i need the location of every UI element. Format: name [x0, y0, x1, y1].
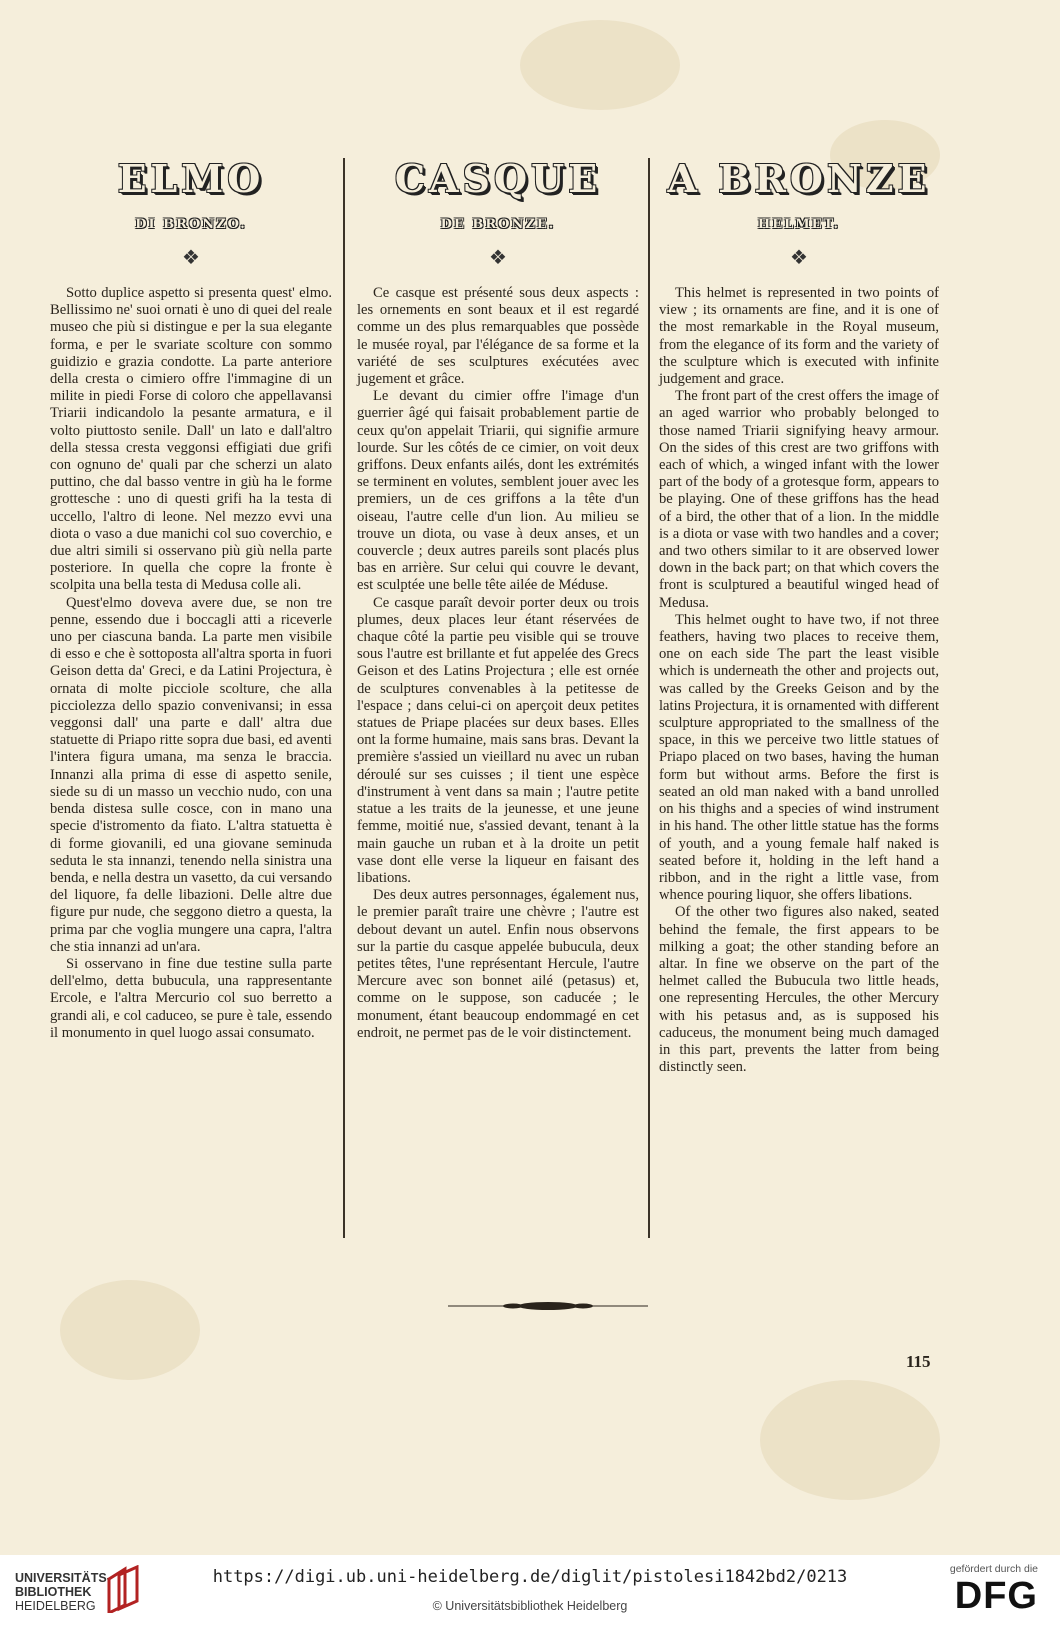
- column-rule-right: [648, 158, 650, 1238]
- paragraph: Le devant du cimier offre l'image d'un guerrier âgé qui faisait probablement partie de ceux qu'on appelait Triarii, qui signifie armure lourde. Sur les côtés de ce cimier, on voit deux griffons. Deux enfants ailés, dont les extrémités se terminent en volutes, semblent jouer avec les premiers, un de ces griffons a la tête d'un oiseau, l'autre celle d'un lion. Au milieu se trouve un diota, ou vase à deux anses, et un couvercle ; deux autres pareils sont placés plus bas en arrière. Sur celui qui couvre le devant, est sculptée une belle tête ailée de Méduse.: [357, 388, 639, 594]
- italian-title: ELMO: [117, 156, 265, 201]
- english-text: [659, 285, 939, 1076]
- paragraph: Of the other two figures also naked, seated behind the female, the first appears to be milking a goat; the other standing before an altar. In fine we observe on the part of the helmet called the Bubucula two little heads, one representing Hercules, the other Mercury with his petasus and, as is supposed his caduceus, the monument being much damaged in this part, prevents the latter from being distinctly seen.: [659, 904, 939, 1076]
- italian-subtitle: DI BRONZO.: [135, 217, 247, 232]
- page-number: 115: [906, 1352, 931, 1371]
- paragraph: Sotto duplice aspetto si presenta quest' elmo. Bellissimo ne' suoi ornati è uno di quei del reale museo che più si distingue e per la sua elegante forma, e per le svariate scolture con sommo guidizio e grazia condotte. La parte anteriore della cresta o cimiero offre l'immagine di un milite in piedi Forse di coloro che appellavansi Triarii indicandolo la pesante armatura, e il volto piuttosto senile. Dall' un lato e dall'altro della stessa cresta veggonsi effigiati due grifi con ognuno de' quali par che scherzi un alato puttino, che dal basso ventre in giù ha le forme grottesche : uno di questi grifi ha la testa di uccello, l'altro di leone. Nel mezzo evvi una diota o vaso a due manichi col suo coverchio, e due altri simili si osservano più giù nella parte posteriore. In quella che copre la fronte è scolpita una bella testa di Medusa colle ali.: [50, 285, 332, 594]
- paragraph: Des deux autres personnages, également nus, le premier paraît traire une chèvre ; l'autre est debout devant un autel. Enfin nous observons sur la partie du casque appelée bubucula, deux petites têtes, l'une représentant Hercule, l'autre Mercure avec son bonnet ailé (petasus) et, comme on le suppose, son caducée ; le monument, étant beaucoup endommagé en cet endroit, ne permet pas de le voir distinctement.: [357, 887, 639, 1041]
- paragraph: Ce casque paraît devoir porter deux ou trois plumes, deux places leur étant réservées de chaque côté la partie peu visible qui se trouve sous l'autre est brillante et fut appelée des Grecs Geison et des Latins Projectura ; elle est ornée de sculptures convenables à la petitesse de l'espace ; dans celui-ci on aperçoit deux petites statues de Priape placées sur deux bases. Elles ont la forme humaine, mais sans bras. Devant la première s'assied un vieillard nu avec un ruban déroulé sur ses cuisses ; il tient une espèce d'instrument à vent dans sa main ; l'autre petite statue a les traits de la jeunesse, et une jeune femme, moitié nue, s'assied devant, tenant à la main gauche un ruban et à la droite un petit vase dont elle verse la liqueur en faisant des libations.: [357, 594, 639, 886]
- ornamental-divider-icon: [448, 1300, 648, 1312]
- footer-bar: [0, 1555, 1060, 1629]
- paragraph: Quest'elmo doveva avere due, se non tre penne, essendo due i boccagli atti a riceverle uno per ciascuna banda. La parte men visibile di esso e che è sottoposta all'altra sporta in fuori Geison detta da' Greci, e da Latini Projectura, è ornata di molte picciole scolture, che alla picciolezza dello spazio convenivansi; in essa veggonsi dall' una parte e dall' altra due statuette di Priapo ritte sopra due basi, ed aventi l'intera figura umana, ma senza le braccia. Innanzi alla prima di esse di aspetto senile, siede su di un masso un vecchio nudo, con una benda distesa sulle cosce, con in mano una specie d'istromento da fiato. L'altra statuetta è di forme giovanili, ed una giovane seminuda seduta le sta innanzi, tenendo nella sinistra una benda, e nella destra un vasetto, da cui versando del liquore, fa delle libazioni. Delle altre due figure pur nude, che seggono dietro a questa, la prima par che voglia mungere una capra, l'altra che stia innanzi ad un'ara.: [50, 594, 332, 955]
- ornament-icon: ❖: [182, 247, 200, 269]
- french-text: [357, 285, 639, 1042]
- french-title: CASQUE: [394, 156, 602, 201]
- ornament-icon: ❖: [489, 247, 507, 269]
- english-subtitle: HELMET.: [757, 217, 841, 232]
- paragraph: Ce casque est présenté sous deux aspects : les ornements en sont beaux et il est regardé comme un des plus remarquables que possède le musée royal, par l'élégance de sa forme et la variété de ses sculptures exécutées avec jugement et grâce.: [357, 285, 639, 388]
- logo-line: UNIVERSITÄTS-: [15, 1571, 111, 1585]
- paragraph: Si osservano in fine due testine sulla parte dell'elmo, detta bubucula, una rappresentante Ercole, e l'altra Mercurio col suo berretto a grandi ali, e col caduceo, se pure è tale, essendo il monumento in quel luogo assai consumato.: [50, 955, 332, 1041]
- french-subtitle: DE BRONZE.: [440, 217, 556, 232]
- paragraph: This helmet is represented in two points of view ; its ornaments are fine, and it is one of the most remarkable in the Royal museum, from the elegance of its form and the variety of the sculpture which is executed with infinite judgement and grace.: [659, 285, 939, 388]
- logo-line: HEIDELBERG: [15, 1599, 96, 1613]
- english-title: A BRONZE: [667, 156, 931, 201]
- ornament-icon: ❖: [790, 247, 808, 269]
- funder-label: gefördert durch die: [949, 1563, 1038, 1575]
- column-rule-left: [343, 158, 345, 1238]
- french-column: [357, 155, 639, 1042]
- italian-column: [50, 155, 332, 1042]
- italian-text: [50, 285, 332, 1042]
- funder-logo: DFG: [954, 1575, 1038, 1617]
- paragraph: The front part of the crest offers the image of an aged warrior who probably belonged to those named Triarii signifying heavy armour. On the sides of this crest are two griffons with each of which, a winged infant with the lower part of the body of a grotesque form, appears to be playing. One of these griffons has the head of a bird, the other that of a lion. In the middle is a diota or vase with two handles and a cover; and two others similar to it are observed lower down in the back part; on that which covers the front is sculptured a beautiful winged head of Medusa.: [659, 388, 939, 611]
- logo-line: BIBLIOTHEK: [15, 1585, 92, 1599]
- paragraph: This helmet ought to have two, if not three feathers, having two places to receive them, one on each side The part the least visible which is underneath the other and projects out, was called by the Greeks Geison and by the latins Projectura, it is ornamented with different sculpture appropriated to the smallness of the space, in this we perceive two little statues of Priapo placed on two bases, having the human form but without arms. Before the first is seated an old man naked with a band unrolled on his thighs and a species of wind instrument in his hand. The other little statue has the forms of youth, and a young female half naked is seated before it, holding in the left hand a ribbon, and in the right a little vase, from whence pouring liquor, she offers libations.: [659, 611, 939, 904]
- document-url-link[interactable]: https://digi.ub.uni-heidelberg.de/diglit/pistolesi1842bd2/0213: [212, 1567, 848, 1587]
- copyright-notice: © Universitätsbibliothek Heidelberg: [432, 1599, 628, 1613]
- english-column: [659, 155, 939, 1076]
